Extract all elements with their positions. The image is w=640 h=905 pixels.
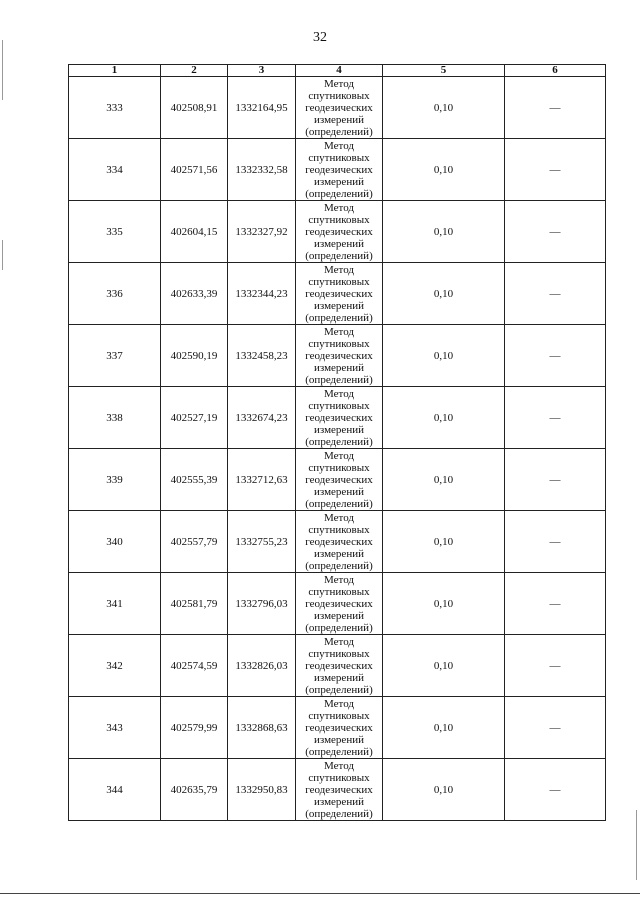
x-coordinate-cell: 402604,15 <box>161 201 228 263</box>
note-cell: — <box>505 449 606 511</box>
column-header: 4 <box>296 65 383 77</box>
method-text-line: спутниковых <box>308 771 370 784</box>
method-text-line: геодезических <box>305 411 373 424</box>
method-text-line: геодезических <box>305 659 373 672</box>
method-text-line: (определений) <box>305 435 373 448</box>
table-body <box>69 77 606 821</box>
method-text-line: (определений) <box>305 559 373 572</box>
method-text-line: спутниковых <box>308 337 370 350</box>
method-text-line: Метод <box>324 263 354 276</box>
y-coordinate-cell: 1332674,23 <box>228 387 296 449</box>
method-text-line: спутниковых <box>308 585 370 598</box>
method-text-line: геодезических <box>305 101 373 114</box>
method-text-line: геодезических <box>305 597 373 610</box>
y-coordinate-cell: 1332796,03 <box>228 573 296 635</box>
method-text-line: спутниковых <box>308 647 370 660</box>
point-number-cell: 337 <box>69 325 161 387</box>
y-coordinate-cell: 1332344,23 <box>228 263 296 325</box>
note-cell: — <box>505 139 606 201</box>
method-text-line: измерений <box>314 485 364 498</box>
method-text-line: (определений) <box>305 683 373 696</box>
table-row <box>69 573 606 635</box>
accuracy-cell: 0,10 <box>383 77 505 139</box>
method-text-line: спутниковых <box>308 399 370 412</box>
page-number: 32 <box>313 30 327 45</box>
accuracy-cell: 0,10 <box>383 201 505 263</box>
y-coordinate-cell: 1332327,92 <box>228 201 296 263</box>
y-coordinate-cell: 1332332,58 <box>228 139 296 201</box>
method-text-line: геодезических <box>305 225 373 238</box>
note-cell: — <box>505 201 606 263</box>
table-row <box>69 449 606 511</box>
method-cell <box>296 201 383 263</box>
column-header: 5 <box>383 65 505 77</box>
method-text-line: геодезических <box>305 535 373 548</box>
table-row <box>69 511 606 573</box>
method-text-line: Метод <box>324 387 354 400</box>
table-row <box>69 697 606 759</box>
method-cell <box>296 697 383 759</box>
table-row <box>69 201 606 263</box>
method-text-line: (определений) <box>305 621 373 634</box>
note-cell: — <box>505 325 606 387</box>
method-cell <box>296 511 383 573</box>
method-text-line: Метод <box>324 449 354 462</box>
accuracy-cell: 0,10 <box>383 759 505 821</box>
y-coordinate-cell: 1332755,23 <box>228 511 296 573</box>
method-text-line: Метод <box>324 759 354 772</box>
method-text-line: (определений) <box>305 311 373 324</box>
method-text-line: спутниковых <box>308 151 370 164</box>
x-coordinate-cell: 402527,19 <box>161 387 228 449</box>
method-text-line: измерений <box>314 547 364 560</box>
method-text-line: измерений <box>314 175 364 188</box>
table-row <box>69 139 606 201</box>
method-text-line: измерений <box>314 733 364 746</box>
method-cell <box>296 635 383 697</box>
method-text-line: измерений <box>314 299 364 312</box>
method-text-line: Метод <box>324 635 354 648</box>
method-cell <box>296 263 383 325</box>
method-text-line: спутниковых <box>308 275 370 288</box>
table-row <box>69 325 606 387</box>
point-number-cell: 341 <box>69 573 161 635</box>
method-text-line: геодезических <box>305 349 373 362</box>
method-text-line: Метод <box>324 201 354 214</box>
x-coordinate-cell: 402555,39 <box>161 449 228 511</box>
x-coordinate-cell: 402579,99 <box>161 697 228 759</box>
scan-margin-mark <box>2 240 3 270</box>
coordinates-table <box>68 64 606 821</box>
accuracy-cell: 0,10 <box>383 573 505 635</box>
point-number-cell: 335 <box>69 201 161 263</box>
accuracy-cell: 0,10 <box>383 387 505 449</box>
accuracy-cell: 0,10 <box>383 139 505 201</box>
point-number-cell: 333 <box>69 77 161 139</box>
table-row <box>69 77 606 139</box>
point-number-cell: 344 <box>69 759 161 821</box>
method-text-line: спутниковых <box>308 461 370 474</box>
method-text-line: геодезических <box>305 163 373 176</box>
table-row <box>69 759 606 821</box>
method-text-line: спутниковых <box>308 89 370 102</box>
method-text-line: спутниковых <box>308 709 370 722</box>
accuracy-cell: 0,10 <box>383 325 505 387</box>
accuracy-cell: 0,10 <box>383 263 505 325</box>
x-coordinate-cell: 402571,56 <box>161 139 228 201</box>
method-text-line: геодезических <box>305 721 373 734</box>
method-text-line: (определений) <box>305 497 373 510</box>
method-cell <box>296 759 383 821</box>
method-text-line: геодезических <box>305 783 373 796</box>
x-coordinate-cell: 402574,59 <box>161 635 228 697</box>
method-text-line: спутниковых <box>308 523 370 536</box>
y-coordinate-cell: 1332868,63 <box>228 697 296 759</box>
point-number-cell: 342 <box>69 635 161 697</box>
method-text-line: Метод <box>324 77 354 90</box>
x-coordinate-cell: 402590,19 <box>161 325 228 387</box>
method-cell <box>296 325 383 387</box>
method-text-line: Метод <box>324 511 354 524</box>
y-coordinate-cell: 1332826,03 <box>228 635 296 697</box>
method-cell <box>296 449 383 511</box>
point-number-cell: 336 <box>69 263 161 325</box>
column-header: 1 <box>69 65 161 77</box>
note-cell: — <box>505 263 606 325</box>
note-cell: — <box>505 77 606 139</box>
method-text-line: (определений) <box>305 745 373 758</box>
point-number-cell: 334 <box>69 139 161 201</box>
method-text-line: Метод <box>324 325 354 338</box>
method-cell <box>296 387 383 449</box>
y-coordinate-cell: 1332950,83 <box>228 759 296 821</box>
method-text-line: измерений <box>314 237 364 250</box>
table-row <box>69 263 606 325</box>
y-coordinate-cell: 1332164,95 <box>228 77 296 139</box>
method-cell <box>296 573 383 635</box>
method-text-line: спутниковых <box>308 213 370 226</box>
method-text-line: (определений) <box>305 187 373 200</box>
accuracy-cell: 0,10 <box>383 511 505 573</box>
column-header: 6 <box>505 65 606 77</box>
column-header: 2 <box>161 65 228 77</box>
method-text-line: измерений <box>314 609 364 622</box>
table-row <box>69 635 606 697</box>
scan-margin-mark <box>636 810 637 880</box>
method-text-line: измерений <box>314 671 364 684</box>
x-coordinate-cell: 402508,91 <box>161 77 228 139</box>
method-text-line: (определений) <box>305 249 373 262</box>
note-cell: — <box>505 387 606 449</box>
point-number-cell: 339 <box>69 449 161 511</box>
point-number-cell: 343 <box>69 697 161 759</box>
accuracy-cell: 0,10 <box>383 449 505 511</box>
y-coordinate-cell: 1332712,63 <box>228 449 296 511</box>
method-text-line: Метод <box>324 139 354 152</box>
method-text-line: Метод <box>324 697 354 710</box>
method-text-line: (определений) <box>305 125 373 138</box>
point-number-cell: 338 <box>69 387 161 449</box>
method-text-line: геодезических <box>305 287 373 300</box>
column-header: 3 <box>228 65 296 77</box>
method-text-line: измерений <box>314 795 364 808</box>
note-cell: — <box>505 635 606 697</box>
method-cell <box>296 139 383 201</box>
method-cell <box>296 77 383 139</box>
method-text-line: (определений) <box>305 807 373 820</box>
page-bottom-edge <box>0 893 640 894</box>
method-text-line: (определений) <box>305 373 373 386</box>
x-coordinate-cell: 402557,79 <box>161 511 228 573</box>
note-cell: — <box>505 697 606 759</box>
x-coordinate-cell: 402581,79 <box>161 573 228 635</box>
x-coordinate-cell: 402635,79 <box>161 759 228 821</box>
accuracy-cell: 0,10 <box>383 697 505 759</box>
table-header-row <box>69 65 606 77</box>
note-cell: — <box>505 759 606 821</box>
method-text-line: измерений <box>314 113 364 126</box>
method-text-line: измерений <box>314 423 364 436</box>
x-coordinate-cell: 402633,39 <box>161 263 228 325</box>
accuracy-cell: 0,10 <box>383 635 505 697</box>
method-text-line: измерений <box>314 361 364 374</box>
point-number-cell: 340 <box>69 511 161 573</box>
note-cell: — <box>505 511 606 573</box>
scan-margin-mark <box>2 40 3 100</box>
table-row <box>69 387 606 449</box>
note-cell: — <box>505 573 606 635</box>
method-text-line: геодезических <box>305 473 373 486</box>
method-text-line: Метод <box>324 573 354 586</box>
y-coordinate-cell: 1332458,23 <box>228 325 296 387</box>
